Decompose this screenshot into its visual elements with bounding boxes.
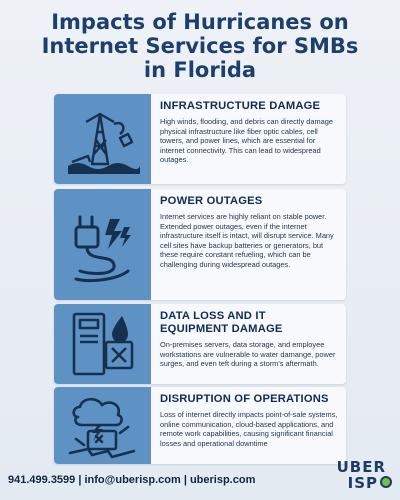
- icon-panel: [54, 387, 151, 464]
- logo-line-1: UBER: [336, 458, 386, 476]
- damaged-tower-icon: [62, 104, 142, 174]
- icon-panel: [54, 304, 151, 384]
- section-heading: POWER OUTAGES: [160, 195, 263, 207]
- section-power-outages: [54, 189, 346, 300]
- contact-footer: 941.499.3599 | info@uberisp.com | uberisp.com: [8, 474, 256, 486]
- logo-line-2: ISP: [347, 474, 378, 492]
- section-heading: [160, 310, 340, 336]
- section-text: Loss of internet directly impacts point-of-sale systems, online communication, cloud-based applications, and remote work capabilities, causing significant financial losses and operational downtime: [160, 410, 338, 448]
- server-water-damage-icon: [62, 310, 142, 378]
- heading-line-1: DATA LOSS AND IT: [160, 310, 266, 322]
- icon-panel: [54, 189, 151, 300]
- storm-disruption-icon: [62, 393, 142, 459]
- section-text: On-premises servers, data storage, and employee workstations are vulnerable to water damange, power surges, and even teft during a storm's aftermath.: [160, 340, 336, 369]
- title-line-3: in Florida: [143, 58, 257, 82]
- section-heading: DISRUPTION OF OPERATIONS: [160, 393, 329, 405]
- section-disruption-of-operations: [54, 387, 346, 464]
- section-text: Internet services are highly reliant on stable power. Extended power outages, even if the internet infrastructure itself is intact, will disrupt service. Many cell sites have backup batteries or generators, but these require constant refueling, which can be challenging during widespread outages.: [160, 212, 334, 269]
- section-infrastructure-damage: [54, 94, 346, 184]
- company-logo: [320, 459, 392, 493]
- title-line-1: Impacts of Hurricanes on: [51, 10, 349, 34]
- icon-panel: [54, 94, 151, 184]
- page-title: [0, 10, 400, 82]
- section-heading: INFRASTRUCTURE DAMAGE: [160, 100, 321, 112]
- logo-dot-icon: [380, 476, 392, 488]
- title-line-2: Internet Services for SMBs: [41, 34, 359, 58]
- heading-line-2: EQUIPMENT DAMAGE: [160, 323, 283, 335]
- section-text: High winds, flooding, and debris can directly damage physical infrastructure like fiber optic cables, cell towers, and power lines, which are essential for internet connectivity. This can lead to widespread outages.: [160, 117, 333, 165]
- section-data-loss: [54, 304, 346, 384]
- power-plug-icon: [62, 205, 142, 285]
